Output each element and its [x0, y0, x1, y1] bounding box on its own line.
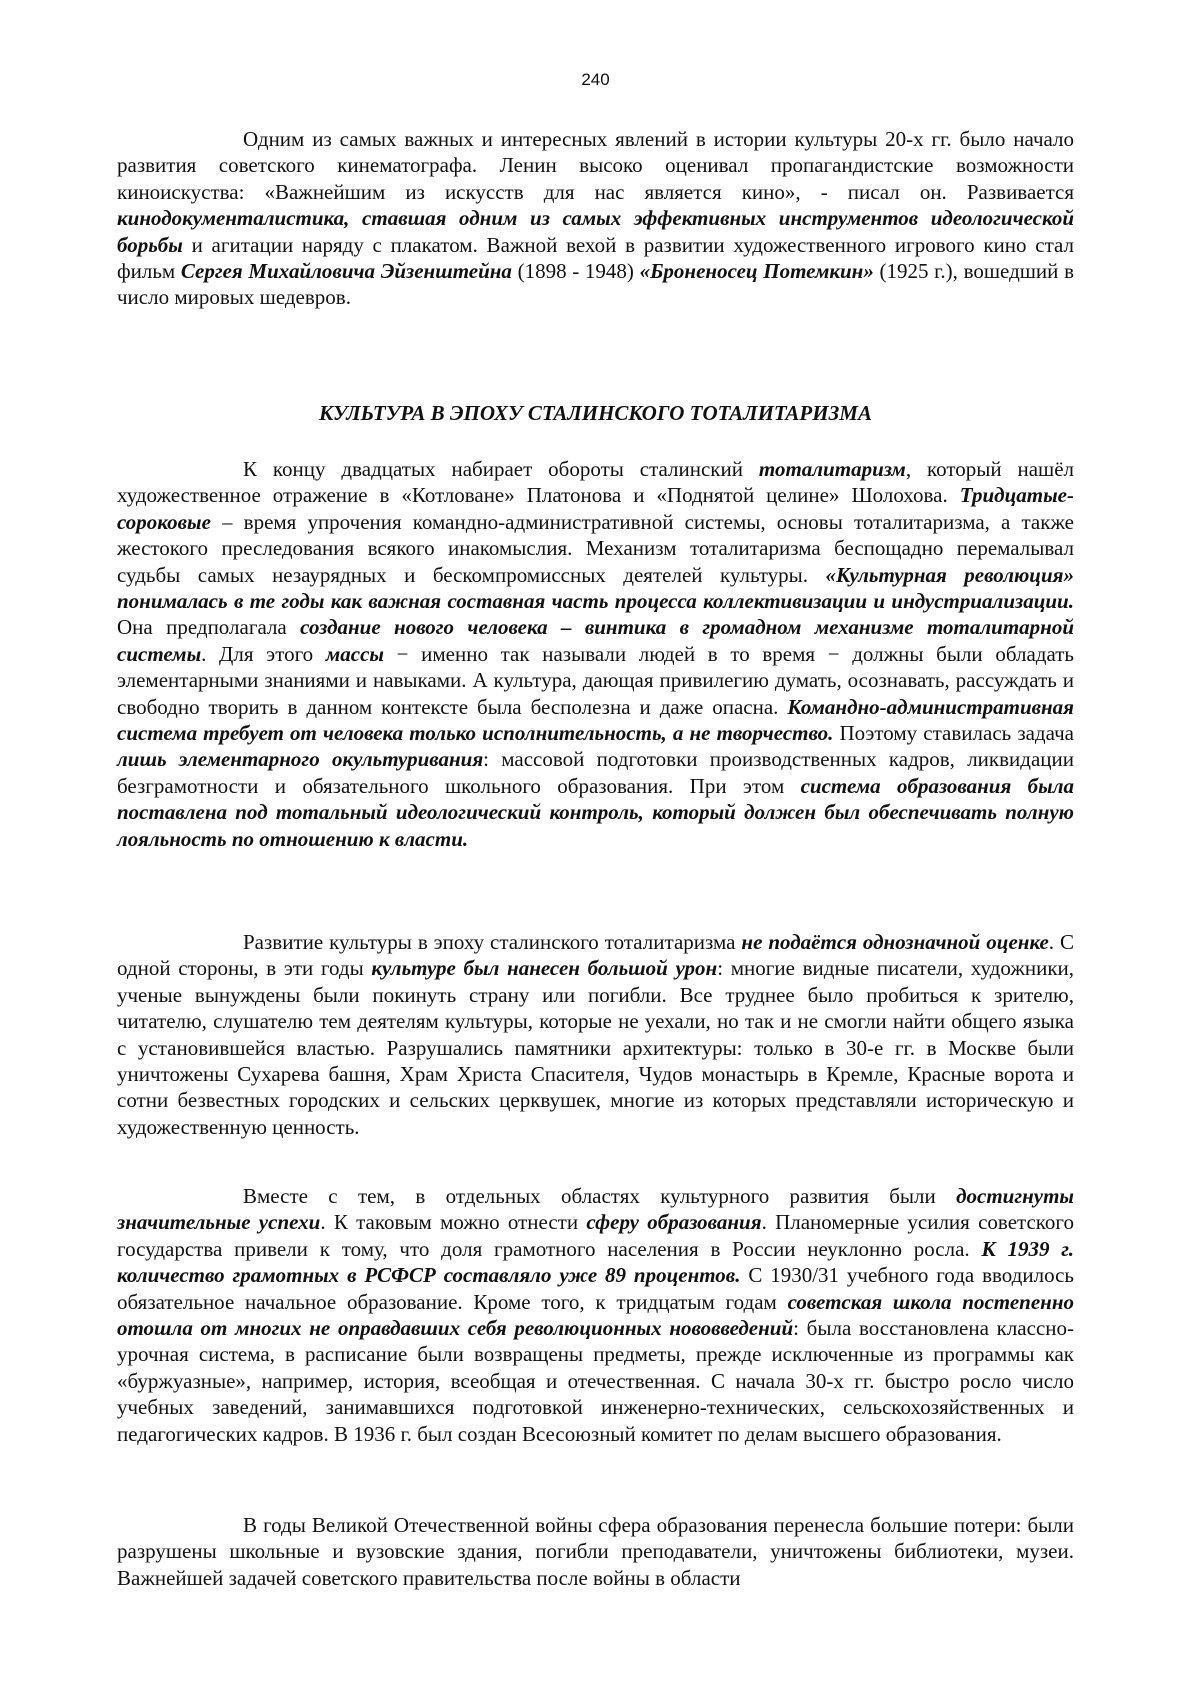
- emphasis-text: «Культурная революция» понималась в те годы как важная составная часть процесса коллективизации и индустриализации.: [117, 562, 1074, 614]
- paragraph-early-soviet-cinema: [117, 126, 1074, 311]
- emphasis-text: Сергея Михайловича Эйзенштейна: [180, 259, 512, 284]
- emphasis-text: «Броненосец Потемкин»: [639, 259, 874, 284]
- emphasis-text: культуре был нанесен большой урон: [371, 956, 718, 981]
- emphasis-text: сферу образования: [586, 1210, 762, 1235]
- text-run: Она предполагала: [117, 615, 301, 640]
- text-run: . К таковым можно отнести: [320, 1210, 587, 1235]
- text-run: − именно так называли людей в то время − должны были обладать элементарными знаниями и навыками. А культура, дающая привилегию думать, осознавать, рассуждать и свободно творить в данном контексте была бесполезна и даже опасна.: [117, 641, 1075, 719]
- text-run: . Планомерные усилия советского государства привели к тому, что доля грамотного населения в России неуклонно росла.: [117, 1210, 1074, 1261]
- text-run: . С одной стороны, в эти годы: [117, 930, 1074, 981]
- text-run: . Для этого: [201, 641, 326, 666]
- paragraph-text: [117, 929, 1074, 1140]
- emphasis-text: Тридцатые-сороковые: [117, 483, 1074, 534]
- text-run: , который нашёл художественное отражение в «Котловане» Платонова и «Поднятой целине» Шолохова.: [117, 457, 1075, 508]
- text-run: Развитие культуры в эпоху сталинского тоталитаризма: [243, 930, 742, 954]
- paragraph-education-success: [117, 1183, 1074, 1447]
- section-heading: КУЛЬТУРА В ЭПОХУ СТАЛИНСКОГО ТОТАЛИТАРИЗМА: [319, 401, 872, 425]
- emphasis-text: массы: [325, 641, 384, 666]
- text-run: Одним из самых важных и интересных явлений в истории культуры 20-х гг. было начало развития советского кинематографа. Ленин высоко оценивал пропагандистские возможности киноискуства: «Важнейшим из искусств для нас является кино», - писал он. Развивается: [117, 127, 1074, 204]
- text-run: : была восстановлена классно-урочная система, в расписание были возвращены предметы, прежде исключенные из программы как «буржуазные», например, история, всеобщая и отечественная. С начала 30-х гг. быстро росло число учебных заведений, занимавшихся подготовкой инженерно-технических, сельскохозяйственных и педагогических кадров. В 1936 г. был создан Всесоюзный комитет по делам высшего образования.: [117, 1316, 1074, 1446]
- page-number: 240: [581, 70, 610, 89]
- paragraph-war-losses: [117, 1512, 1074, 1591]
- emphasis-text: лишь элементарного окультуривания: [117, 747, 484, 772]
- emphasis-text: К 1939 г. количество грамотных в РСФСР составляло уже 89 процентов.: [117, 1236, 1074, 1288]
- paragraph-text: [117, 1183, 1074, 1447]
- text-run: : массовой подготовки производственных кадров, ликвидации безграмотности и обязательного школьного образования. При этом: [117, 747, 1074, 798]
- text-run: Поэтому ставилась задача: [833, 721, 1074, 746]
- paragraph-text: [117, 126, 1074, 311]
- emphasis-text: достигнуты значительные успехи: [117, 1184, 1074, 1235]
- text-run: В годы Великой Отечественной войны сфера образования перенесла большие потери: были разрушены школьные и вузовские здания, погибли преподаватели, уничтожены библиотеки, музеи. Важнейшей задачей советского правительства после войны в области: [117, 1513, 1074, 1590]
- text-run: : многие видные писатели, художники, ученые вынуждены были покинуть страну или погибли. Все труднее было пробиться к зрителю, читателю, слушателю тем деятелям культуры, которые не уехали, но так и не смогли найти общего языка с установившейся властью. Разрушались памятники архитектуры: только в 30-е гг. в Москве были уничтожены Сухарева башня, Храм Христа Спасителя, Чудов монастырь в Кремле, Красные ворота и сотни безвестных городских и сельских церквушек, многие из которых представляли историческую и художественную ценность.: [117, 956, 1075, 1139]
- text-run: и агитации наряду с плакатом. Важной вехой в развитии художественного игрового кино стал фильм: [117, 232, 1074, 284]
- emphasis-text: кинодокументалистика, ставшая одним из самых эффективных инструментов идеологической борьбы: [117, 206, 1074, 257]
- emphasis-text: не подаётся однозначной оценке: [741, 930, 1049, 954]
- text-run: С 1930/31 учебного года вводилось обязательное начальное образование. Кроме того, к тридцатым годам: [117, 1263, 1074, 1314]
- text-run: Вместе с тем, в отдельных областях культурного развития были: [243, 1184, 957, 1208]
- text-run: К концу двадцатых набирает обороты сталинский: [243, 457, 759, 481]
- emphasis-text: советская школа постепенно отошла от многих не оправдавших себя революционных нововведений: [117, 1289, 1074, 1341]
- paragraph-cultural-damage: [117, 929, 1074, 1140]
- text-run: (1925 г.), вошедший в число мировых шедевров.: [117, 259, 1074, 310]
- text-run: – время упрочения командно-административной системы, основы тоталитаризма, а также жестокого преследования всякого инакомыслия. Механизм тоталитаризма беспощадно перемалывал судьбы самых незаурядных и бескомпромиссных деятелей культуры.: [117, 509, 1074, 587]
- paragraph-text: [117, 1512, 1074, 1591]
- emphasis-text: тоталитаризм: [758, 457, 906, 481]
- emphasis-text: Командно-административная система требует от человека только исполнительность, а не творчество.: [117, 694, 1074, 746]
- emphasis-text: система образования была поставлена под тотальный идеологический контроль, который должен был обеспечивать полную лояльность по отношению к власти.: [117, 773, 1074, 851]
- paragraph-text: [117, 456, 1074, 852]
- text-run: (1898 - 1948): [511, 259, 640, 284]
- paragraph-totalitarianism: [117, 456, 1074, 852]
- emphasis-text: создание нового человека – винтика в громадном механизме тоталитарной системы: [117, 615, 1074, 666]
